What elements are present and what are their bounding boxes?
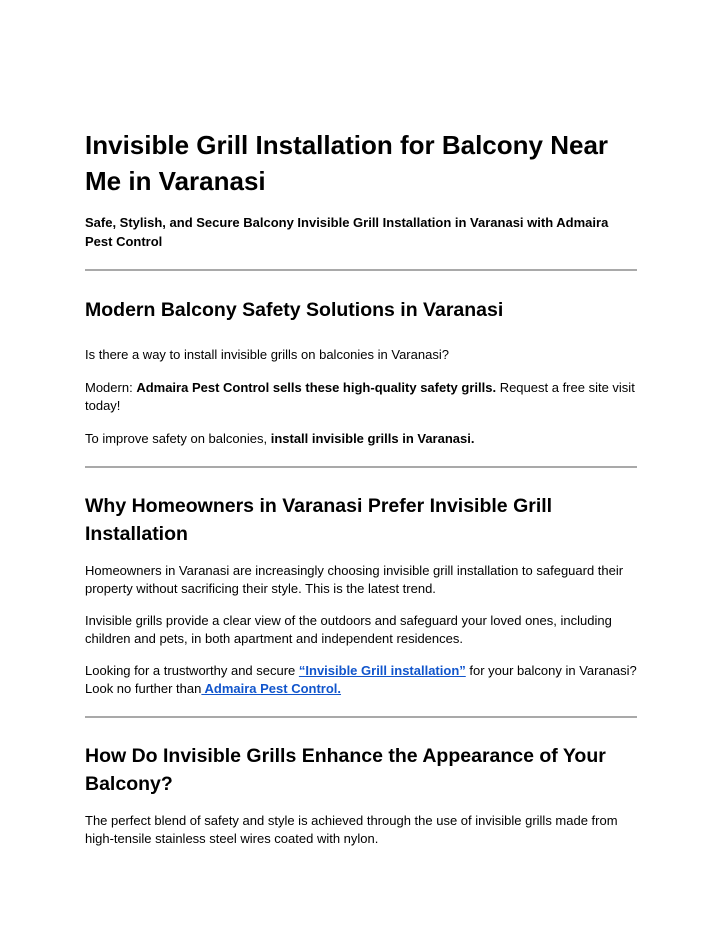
paragraph-text: Modern: xyxy=(85,380,137,395)
section-heading: Modern Balcony Safety Solutions in Varanasi xyxy=(85,299,504,321)
paragraph-text: for your balcony in Varanasi? Look no further than xyxy=(85,663,637,696)
section-modern-balcony-safety xyxy=(85,296,637,448)
section-heading: How Do Invisible Grills Enhance the Appearance of Your Balcony? xyxy=(85,745,606,795)
bold-text: install invisible grills in Varanasi. xyxy=(270,431,475,446)
paragraph-text: To improve safety on balconies, xyxy=(85,431,271,446)
paragraph: Homeowners in Varanasi are increasingly choosing invisible grill installation to safeguard their property without sacrificing their style. This is the latest trend. xyxy=(85,563,624,596)
section-divider xyxy=(85,269,637,271)
section-heading: Why Homeowners in Varanasi Prefer Invisible Grill Installation xyxy=(85,495,553,545)
paragraph: Invisible grills provide a clear view of the outdoors and safeguard your loved ones, including children and pets, in both apartment and independent residences. xyxy=(85,613,612,646)
bold-text: Admaira Pest Control sells these high-quality safety grills. xyxy=(136,380,497,395)
section-enhance-appearance xyxy=(85,742,637,848)
paragraph: The perfect blend of safety and style is achieved through the use of invisible grills made from high-tensile stainless steel wires coated with nylon. xyxy=(85,813,618,846)
paragraph-text: Looking for a trustworthy and secure xyxy=(85,663,299,678)
paragraph: Is there a way to install invisible grills on balconies in Varanasi? xyxy=(85,347,449,362)
section-divider xyxy=(85,716,637,718)
invisible-grill-installation-link[interactable]: “Invisible Grill installation” xyxy=(298,663,466,678)
section-divider xyxy=(85,466,637,468)
page-title: Invisible Grill Installation for Balcony Near Me in Varanasi xyxy=(85,130,609,196)
page-subtitle: Safe, Stylish, and Secure Balcony Invisible Grill Installation in Varanasi with Admaira Pest Control xyxy=(85,215,609,249)
document-content xyxy=(85,127,637,848)
paragraph xyxy=(85,430,637,448)
paragraph xyxy=(85,379,637,415)
paragraph xyxy=(85,662,637,698)
section-why-homeowners-prefer xyxy=(85,492,637,698)
admaira-pest-control-link[interactable]: Admaira Pest Control. xyxy=(201,681,342,696)
paragraph-text: Request a free site visit today! xyxy=(85,380,635,413)
